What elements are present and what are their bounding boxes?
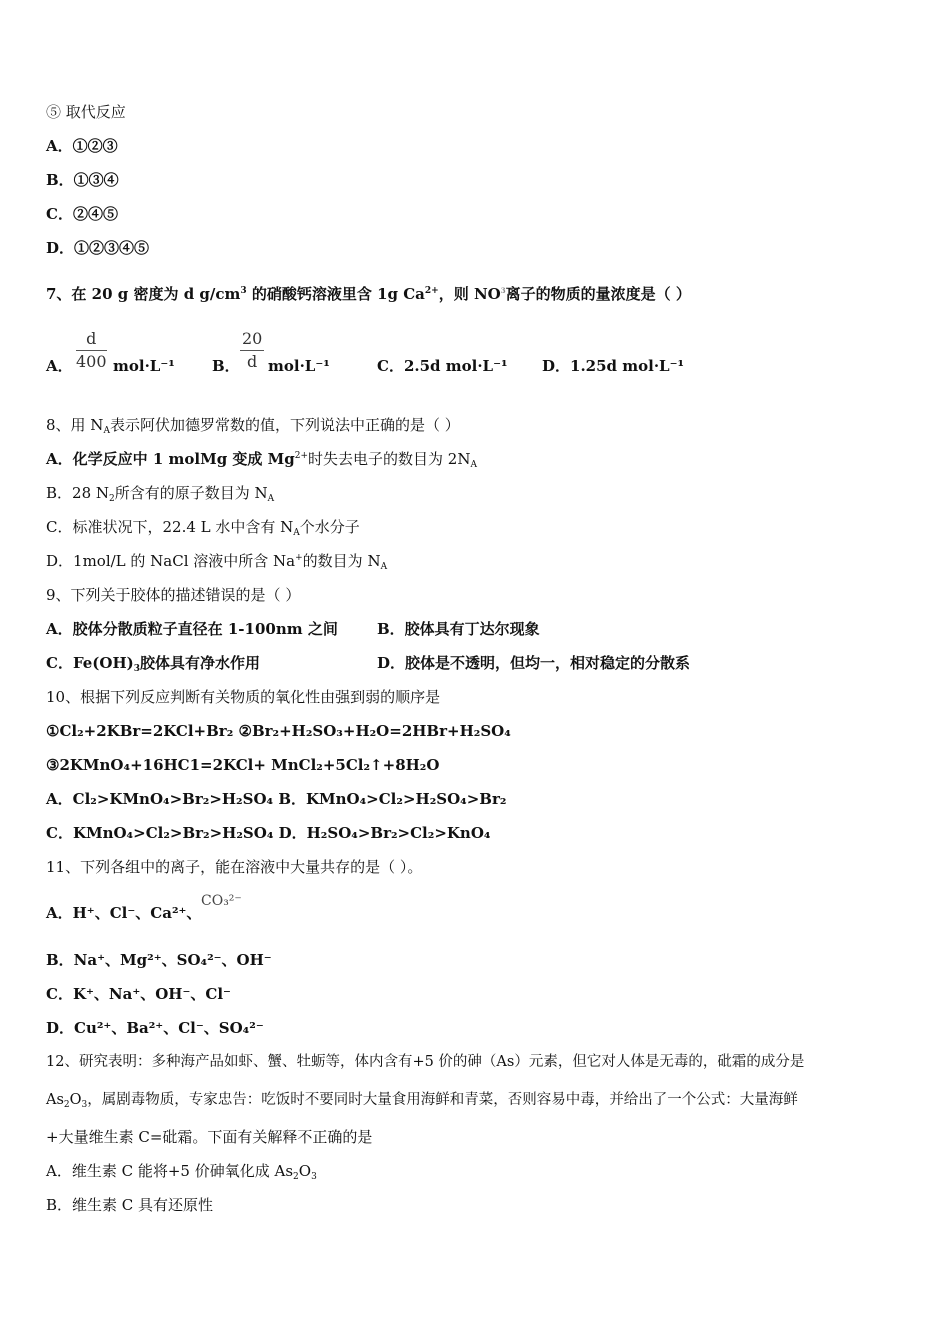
q9-option-d: D．胶体是不透明，但均一，相对稳定的分散系 bbox=[377, 654, 691, 672]
q12-stem-line-1: 12、研究表明：多种海产品如虾、蟹、牡蛎等，体内含有+5 价的砷（As）元素，但它对人体是无毒的，砒霜的成分是 bbox=[46, 1054, 805, 1070]
q12-option-b: B．维生素 C 具有还原性 bbox=[46, 1196, 214, 1214]
fraction-numerator: 20 bbox=[240, 330, 264, 351]
q12-stem-line-3: +大量维生素 C=砒霜。下面有关解释不正确的是 bbox=[46, 1128, 373, 1146]
q6-option-a: A．①②③ bbox=[46, 137, 118, 155]
q7-option-a-fraction bbox=[76, 330, 107, 371]
q6-option-d: D．①②③④⑤ bbox=[46, 239, 150, 257]
q8-option-a: A．化学反应中 1 molMg 变成 $Mg^{2+}$时失去电子的数目为 $2N_A$ bbox=[46, 450, 477, 470]
q8-stem: 8、用 $N_A$表示阿伏加德罗常数的值，下列说法中正确的是（ ） bbox=[46, 416, 460, 436]
q7-option-a-unit: mol·L⁻¹ bbox=[113, 357, 175, 375]
q10-equation-3: ③2KMnO₄+16HC1=2KCl+ MnCl₂+5Cl₂↑+8H₂O bbox=[46, 756, 440, 774]
q10-options-cd: C．KMnO₄>Cl₂>Br₂>H₂SO₄ D．H₂SO₄>Br₂>Cl₂>KnO₄ bbox=[46, 824, 491, 842]
q7-option-b-unit: mol·L⁻¹ bbox=[268, 357, 330, 375]
q11-stem: 11、下列各组中的离子，能在溶液中大量共存的是（ ）。 bbox=[46, 858, 423, 876]
q10-stem: 10、根据下列反应判断有关物质的氧化性由强到弱的顺序是 bbox=[46, 688, 441, 706]
q8-option-d: D．1mol/L 的 NaCl 溶液中所含 Na+的数目为 $N_A$ bbox=[46, 552, 388, 572]
q7-option-d: D．1.25d mol·L⁻¹ bbox=[542, 357, 685, 375]
q12-stem-line-2: $As_2O_3$，属剧毒物质，专家忠告：吃饭时不要同时大量食用海鲜和青菜，否则容易中毒，并给出了一个公式：大量海鲜 bbox=[46, 1092, 798, 1110]
q7-option-b-label: B． bbox=[212, 357, 240, 375]
q11-option-a: A．H⁺、Cl⁻、Ca²⁺、 bbox=[46, 904, 202, 922]
q6-item5: ⑤ 取代反应 bbox=[46, 103, 126, 121]
q12-option-a: A．维生素 C 能将+5 价砷氧化成 $As_2O_3$ bbox=[46, 1162, 317, 1182]
q9-option-a: A．胶体分散质粒子直径在 1-100nm 之间 bbox=[46, 620, 338, 638]
q8-option-c: C．标准状况下，22.4 L 水中含有 $N_A$个水分子 bbox=[46, 518, 360, 538]
q6-option-b: B．①③④ bbox=[46, 171, 119, 189]
fraction-numerator: d bbox=[76, 330, 107, 351]
q9-option-c: C．$Fe(OH)_3$胶体具有净水作用 bbox=[46, 654, 261, 674]
q7-stem: 7、在 20 g 密度为 d $g/cm^3$ 的硝酸钙溶液里含 1g $Ca^{2+}$，则 $NO^3$离子的物质的量浓度是（ ） bbox=[46, 285, 691, 303]
q7-option-b-fraction bbox=[240, 330, 264, 371]
q11-option-a-carbonate-ion: CO₃²⁻ bbox=[201, 893, 242, 909]
q10-options-ab: A．Cl₂>KMnO₄>Br₂>H₂SO₄ B．KMnO₄>Cl₂>H₂SO₄>Br₂ bbox=[46, 790, 507, 808]
q11-option-d: D．Cu²⁺、Ba²⁺、Cl⁻、SO₄²⁻ bbox=[46, 1019, 264, 1037]
q6-option-c: C．②④⑤ bbox=[46, 205, 118, 223]
q10-equations-1-2: ①Cl₂+2KBr=2KCl+Br₂ ②Br₂+H₂SO₃+H₂O=2HBr+H₂SO₄ bbox=[46, 722, 511, 740]
q7-option-c: C．2.5d mol·L⁻¹ bbox=[377, 357, 508, 375]
q11-option-c: C．K⁺、Na⁺、OH⁻、Cl⁻ bbox=[46, 985, 231, 1003]
q8-option-b: B．28 $N_2$所含有的原子数目为 $N_A$ bbox=[46, 484, 275, 504]
q11-option-b: B．Na⁺、Mg²⁺、SO₄²⁻、OH⁻ bbox=[46, 951, 272, 969]
q9-option-b: B．胶体具有丁达尔现象 bbox=[377, 620, 540, 638]
q9-stem: 9、下列关于胶体的描述错误的是（ ） bbox=[46, 586, 301, 604]
q7-option-a-label: A． bbox=[46, 357, 73, 375]
fraction-denominator: d bbox=[247, 352, 258, 371]
fraction-denominator: 400 bbox=[76, 352, 107, 371]
